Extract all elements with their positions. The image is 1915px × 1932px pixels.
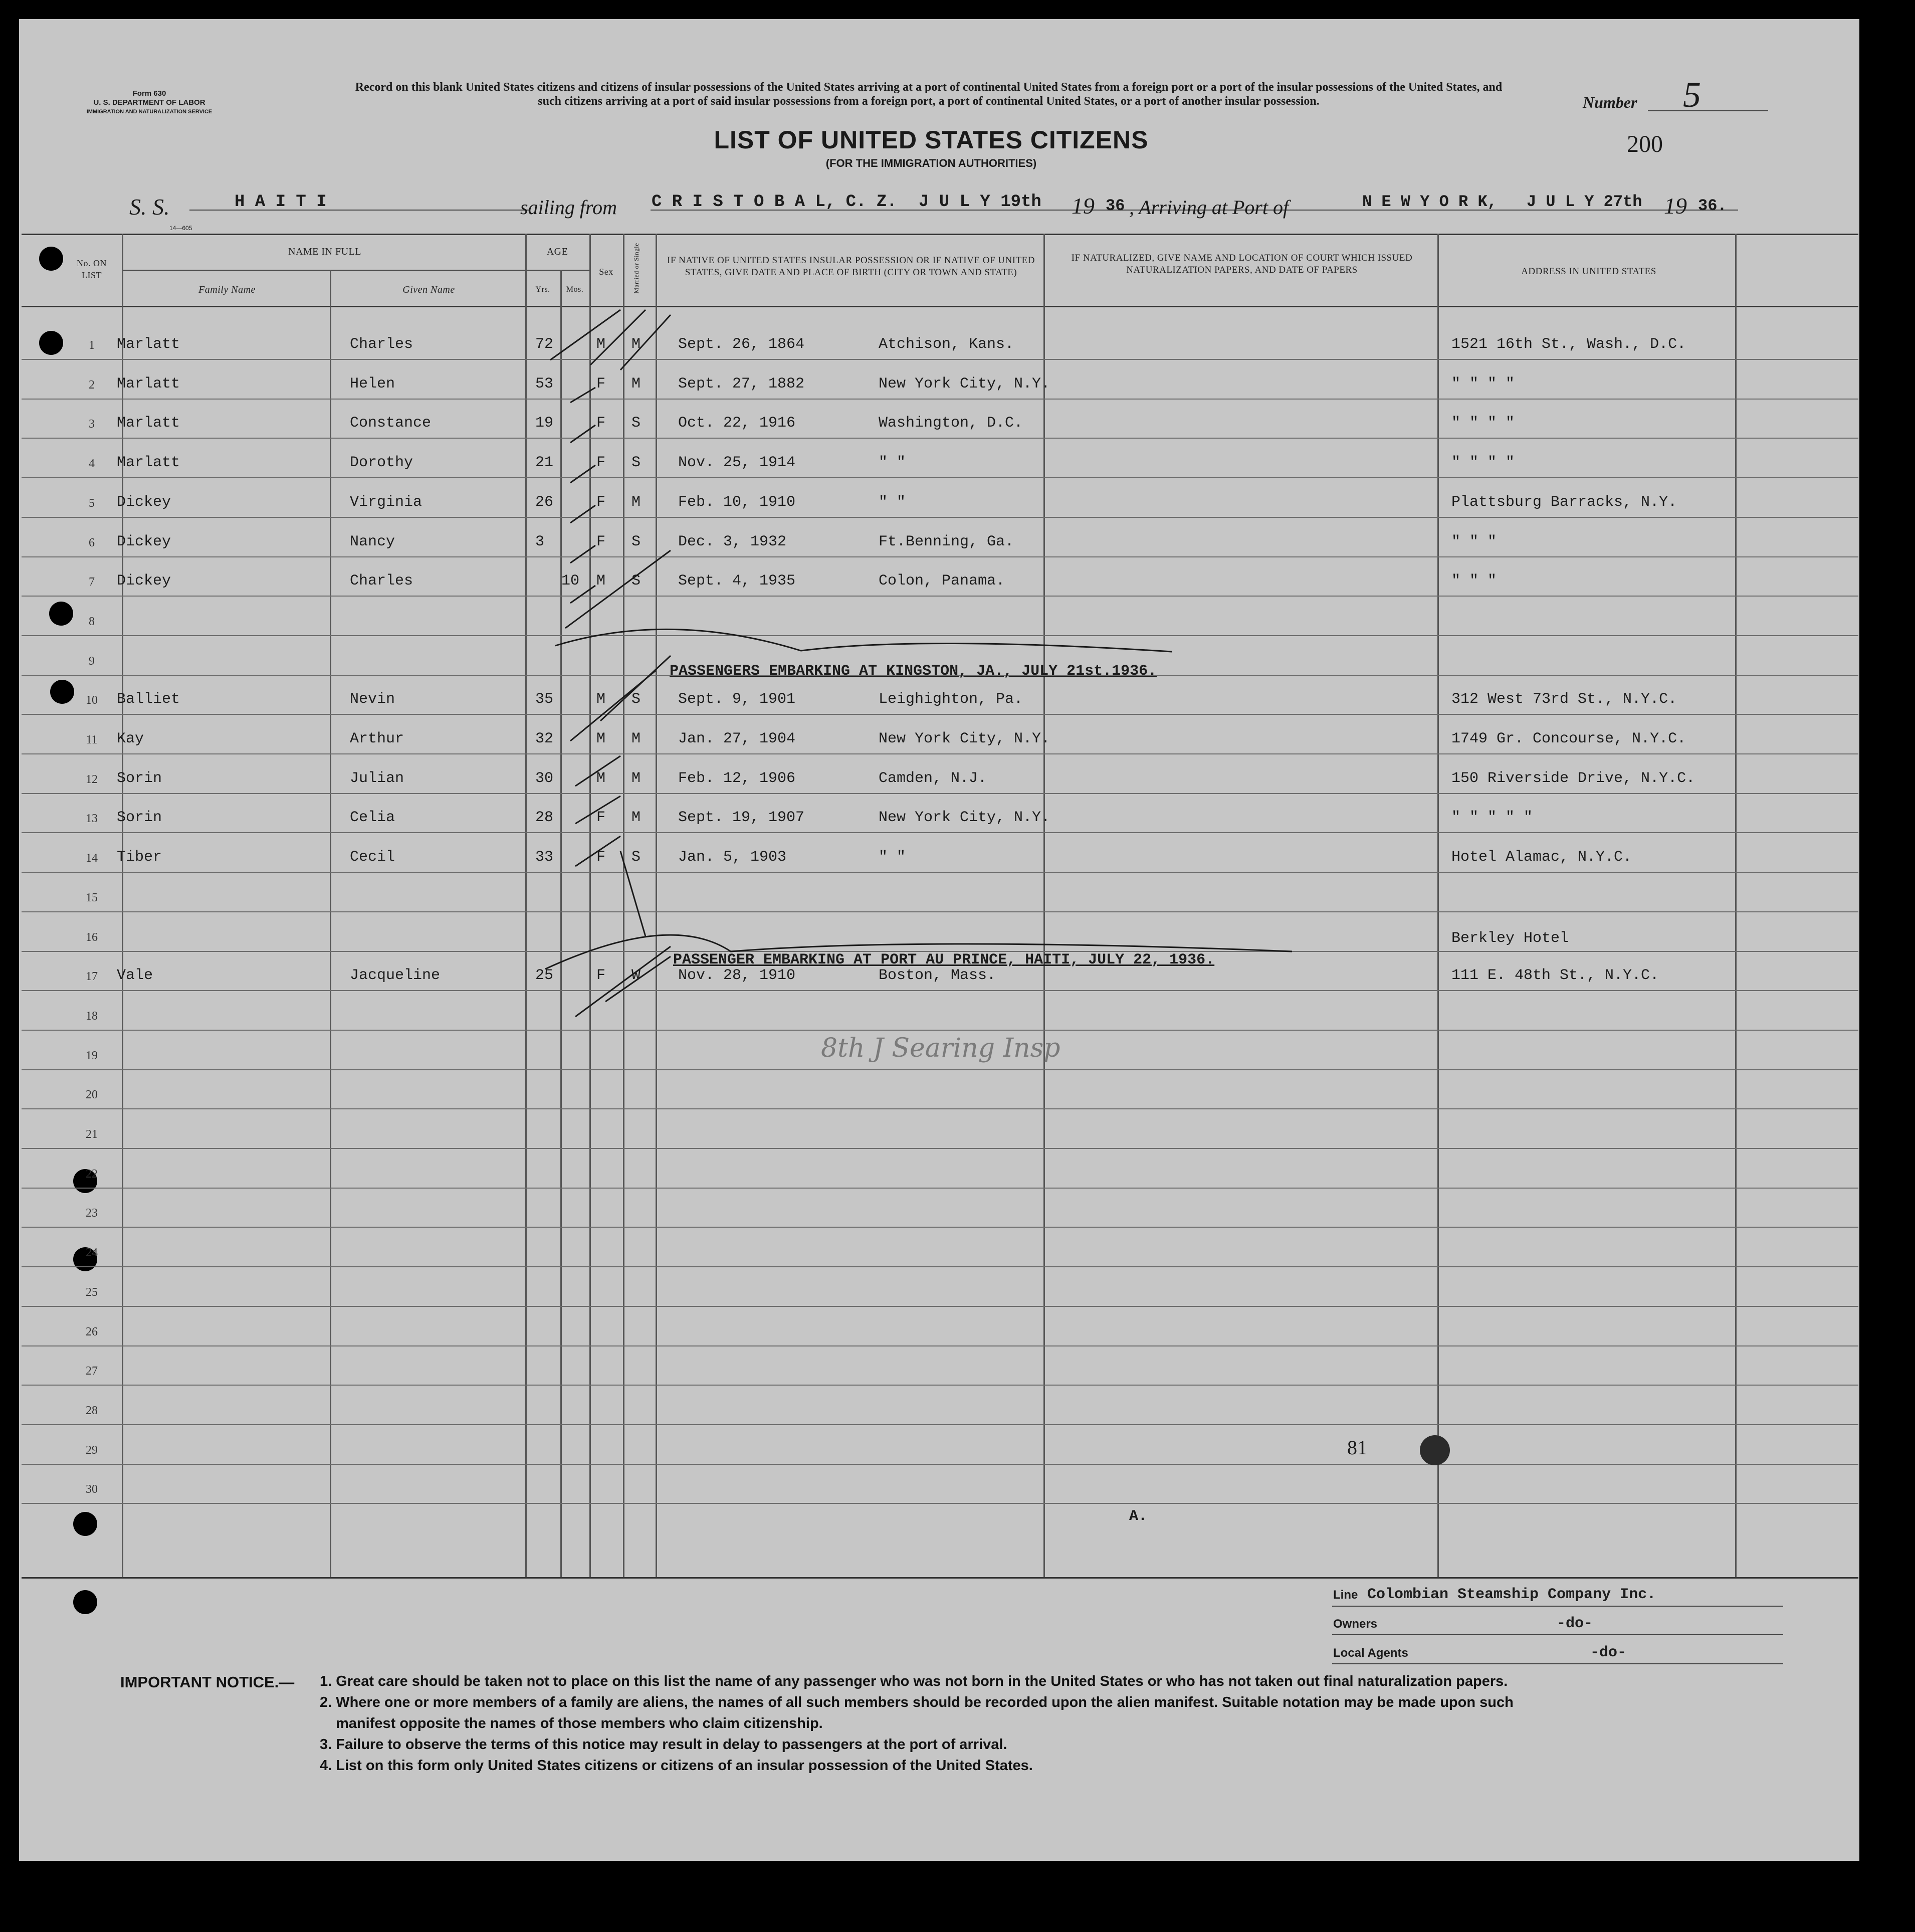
address: " " " " ": [1451, 809, 1533, 827]
owners-value: -do-: [1557, 1615, 1593, 1632]
departure-port: C R I S T O B A L, C. Z.: [652, 192, 897, 212]
row-number: 25: [86, 1285, 98, 1299]
family-name: Kay: [117, 730, 144, 747]
birth-date: Feb. 12, 1906: [678, 769, 796, 787]
age-years: 32: [535, 730, 554, 747]
page-subtitle: (FOR THE IMMIGRATION AUTHORITIES): [825, 157, 1037, 169]
given-name: Charles: [350, 572, 413, 590]
notice-item-1: 1. Great care should be taken not to place on this list the name of any passenger who was not born in the United States or who has not taken out final naturalization papers.: [320, 1673, 1508, 1689]
address: 1521 16th St., Wash., D.C.: [1451, 336, 1686, 353]
notice-item-2-cont: manifest opposite the names of those members who claim citizenship.: [336, 1715, 823, 1731]
birth-place: New York City, N.Y.: [879, 730, 1050, 747]
birth-place: Colon, Panama.: [879, 572, 1005, 590]
row-number: 26: [86, 1325, 98, 1338]
age-years: 25: [535, 967, 554, 985]
given-name: Nevin: [350, 691, 395, 708]
instruction-text: Record on this blank United States citizens and citizens of insular possessions of the United States arriving at a port of continental United States from a foreign port or a port of the insular possessions of the United States, and such citizens arriving at a port of said insular possessions from a foreign port, a port of continental United States, or a port of another insular possession.: [355, 81, 1503, 108]
row-number: 5: [89, 496, 95, 510]
row-number: 13: [86, 812, 98, 826]
row-number: 11: [86, 733, 98, 746]
birth-place: " ": [879, 849, 906, 866]
given-name: Cecil: [350, 849, 395, 866]
age-years: 72: [535, 336, 554, 353]
family-name: Marlatt: [117, 336, 180, 353]
given-name: Jacqueline: [350, 967, 441, 985]
sex: M: [596, 730, 606, 747]
birth-date: Jan. 5, 1903: [678, 849, 787, 866]
address: " " " ": [1451, 454, 1515, 472]
agents-label: Local Agents: [1333, 1646, 1408, 1660]
marital-status: S: [631, 572, 641, 590]
age-years: 3: [535, 533, 545, 550]
row-number: 20: [86, 1088, 98, 1102]
row-number: 18: [86, 1009, 98, 1023]
year-prefix-2: 19: [1664, 193, 1687, 219]
row-number: 10: [86, 694, 98, 707]
birth-place: New York City, N.Y.: [879, 809, 1050, 827]
departure-year: 36: [1106, 197, 1125, 215]
marital-status: W: [631, 967, 641, 985]
number-value: 5: [1683, 75, 1701, 115]
birth-place: Camden, N.J.: [879, 769, 987, 787]
line-value: Colombian Steamship Company Inc.: [1367, 1586, 1656, 1603]
age-years: 19: [535, 415, 554, 432]
section-kingston: PASSENGERS EMBARKING AT KINGSTON, JA., JULY 21st.1936.: [670, 663, 1157, 680]
given-name: Constance: [350, 415, 432, 432]
page-title: LIST OF UNITED STATES CITIZENS: [714, 126, 1149, 154]
ss-label: S. S.: [129, 194, 170, 220]
number-label: Number: [1583, 93, 1637, 111]
marital-status: M: [631, 375, 641, 393]
page-number-mark: 81: [1347, 1436, 1367, 1459]
header-naturalized: IF NATURALIZED, GIVE NAME AND LOCATION OF COURT WHICH ISSUED NATURALIZATION PAPERS, AND DATE OF PAPERS: [1071, 253, 1413, 275]
notice-item-2: 2. Where one or more members of a family are aliens, the names of all such members should be recorded upon the alien manifest. Suitable notation may be made upon such: [320, 1694, 1514, 1710]
family-name: Dickey: [117, 572, 171, 590]
age-years: 53: [535, 375, 554, 393]
sex: F: [596, 849, 606, 866]
sex: F: [596, 967, 606, 985]
age-years: 26: [535, 493, 554, 511]
birth-date: Sept. 9, 1901: [678, 691, 796, 708]
sex: F: [596, 533, 606, 550]
given-name: Celia: [350, 809, 395, 827]
row-number: 22: [86, 1167, 98, 1181]
given-name: Helen: [350, 375, 395, 393]
address: " " ": [1451, 572, 1497, 590]
header-given-name: Given Name: [402, 284, 455, 295]
given-name: Julian: [350, 769, 404, 787]
arrival-year: 36.: [1698, 197, 1727, 215]
small-mark: A.: [1129, 1508, 1148, 1525]
address: 312 West 73rd St., N.Y.C.: [1451, 691, 1677, 708]
age-years: 30: [535, 769, 554, 787]
given-name: Nancy: [350, 533, 395, 550]
birth-place: Washington, D.C.: [879, 415, 1023, 432]
family-name: Tiber: [117, 849, 162, 866]
address: 150 Riverside Drive, N.Y.C.: [1451, 769, 1695, 787]
header-family-name: Family Name: [198, 284, 256, 295]
age-years: 28: [535, 809, 554, 827]
family-name: Dickey: [117, 493, 171, 511]
section-port-au-prince: PASSENGER EMBARKING AT PORT AU PRINCE, HAITI, JULY 22, 1936.: [673, 951, 1215, 969]
address: Berkley Hotel: [1451, 929, 1569, 947]
row-number: 8: [89, 615, 95, 628]
line-underline: [1332, 1606, 1783, 1607]
birth-date: Sept. 27, 1882: [678, 375, 805, 393]
family-name: Vale: [117, 967, 153, 985]
row-number: 3: [89, 418, 95, 431]
birth-date: Nov. 25, 1914: [678, 454, 796, 472]
birth-date: Sept. 19, 1907: [678, 809, 805, 827]
header-birth: IF NATIVE OF UNITED STATES INSULAR POSSESSION OR IF NATIVE OF UNITED STATES, GIVE DATE AND PLACE OF BIRTH (CITY OR TOWN AND STATE): [667, 255, 1035, 278]
address: " " " ": [1451, 375, 1515, 393]
header-name-in-full: NAME IN FULL: [288, 246, 361, 257]
birth-place: Boston, Mass.: [879, 967, 996, 985]
row-number: 17: [86, 970, 98, 984]
family-name: Marlatt: [117, 415, 180, 432]
row-number: 28: [86, 1404, 98, 1417]
family-name: Sorin: [117, 809, 162, 827]
header-mos: Mos.: [566, 285, 584, 294]
line-label: Line: [1333, 1588, 1358, 1602]
address: " " ": [1451, 533, 1497, 550]
age-years: 33: [535, 849, 554, 866]
birth-date: Sept. 4, 1935: [678, 572, 796, 590]
sex: F: [596, 375, 606, 393]
header-no-on-list: No. ON LIST: [77, 258, 107, 280]
row-number: 6: [89, 536, 95, 549]
sailing-label: sailing from: [520, 196, 617, 219]
address: Hotel Alamac, N.Y.C.: [1451, 849, 1632, 866]
marital-status: S: [631, 533, 641, 550]
marital-status: M: [631, 493, 641, 511]
birth-place: " ": [879, 454, 906, 472]
row-number: 4: [89, 457, 95, 471]
row-number: 30: [86, 1483, 98, 1496]
row-number: 19: [86, 1049, 98, 1062]
owners-underline: [1332, 1634, 1783, 1635]
form-number: Form 630: [132, 89, 166, 98]
family-name: Sorin: [117, 769, 162, 787]
age-months: 10: [561, 572, 580, 590]
family-name: Marlatt: [117, 454, 180, 472]
birth-date: Oct. 22, 1916: [678, 415, 796, 432]
given-name: Dorothy: [350, 454, 413, 472]
row-number: 14: [86, 852, 98, 865]
arrival-date: J U L Y 27th: [1527, 192, 1642, 211]
address: " " " ": [1451, 415, 1515, 432]
family-name: Balliet: [117, 691, 180, 708]
year-prefix-1: 19: [1072, 193, 1095, 219]
marital-status: S: [631, 415, 641, 432]
manifest-page: [19, 19, 1859, 1861]
birth-date: Feb. 10, 1910: [678, 493, 796, 511]
family-name: Dickey: [117, 533, 171, 550]
row-number: 15: [86, 891, 98, 904]
header-sex: Sex: [599, 267, 613, 277]
sex: F: [596, 809, 606, 827]
age-years: 21: [535, 454, 554, 472]
row-number: 24: [86, 1246, 98, 1260]
marital-status: S: [631, 691, 641, 708]
page-stamp: 200: [1627, 131, 1663, 157]
notice-title: IMPORTANT NOTICE.—: [120, 1673, 295, 1691]
row-number: 2: [89, 378, 95, 392]
sex: F: [596, 415, 606, 432]
notice-item-4: 4. List on this form only United States citizens or citizens of an insular possession of the United States.: [320, 1758, 1033, 1774]
row-number: 16: [86, 930, 98, 944]
sex: F: [596, 493, 606, 511]
birth-place: " ": [879, 493, 906, 511]
row-number: 23: [86, 1207, 98, 1220]
owners-label: Owners: [1333, 1617, 1378, 1631]
birth-date: Nov. 28, 1910: [678, 967, 796, 985]
marital-status: M: [631, 336, 641, 353]
inspector-signature: 8th J Searing Insp: [821, 1033, 1060, 1063]
row-number: 27: [86, 1365, 98, 1378]
row-number: 21: [86, 1128, 98, 1141]
sex: M: [596, 572, 606, 590]
birth-place: Leighighton, Pa.: [879, 691, 1023, 708]
given-name: Virginia: [350, 493, 422, 511]
departure-date: J U L Y 19th: [919, 192, 1041, 212]
agents-value: -do-: [1590, 1644, 1627, 1661]
row-number: 1: [89, 339, 95, 352]
birth-place: Atchison, Kans.: [879, 336, 1014, 353]
printer-note: 14—605: [169, 225, 192, 232]
age-years: 35: [535, 691, 554, 708]
row-number: 7: [89, 575, 95, 589]
sex: M: [596, 691, 606, 708]
row-number: 9: [89, 654, 95, 668]
birth-date: Jan. 27, 1904: [678, 730, 796, 747]
row-number: 12: [86, 772, 98, 786]
birth-place: Ft.Benning, Ga.: [879, 533, 1014, 550]
header-married-single: Married or Single: [632, 243, 640, 294]
header-address: ADDRESS IN UNITED STATES: [1521, 266, 1656, 277]
arriving-label: , Arriving at Port of: [1129, 196, 1289, 219]
given-name: Arthur: [350, 730, 404, 747]
sex: M: [596, 336, 606, 353]
handwritten-marks: [19, 19, 1859, 1861]
notice-item-3: 3. Failure to observe the terms of this notice may result in delay to passengers at the port of arrival.: [320, 1736, 1007, 1753]
arrival-port: N E W Y O R K,: [1362, 192, 1497, 211]
header-age: AGE: [546, 246, 568, 257]
address: 111 E. 48th St., N.Y.C.: [1451, 967, 1659, 985]
birth-place: New York City, N.Y.: [879, 375, 1050, 393]
marital-status: M: [631, 769, 641, 787]
agents-underline: [1332, 1663, 1783, 1664]
sex: F: [596, 454, 606, 472]
row-number: 29: [86, 1443, 98, 1457]
ship-name: H A I T I: [235, 192, 327, 212]
address: 1749 Gr. Concourse, N.Y.C.: [1451, 730, 1686, 747]
department-name: U. S. DEPARTMENT OF LABOR: [93, 98, 205, 107]
sex: M: [596, 769, 606, 787]
marital-status: S: [631, 849, 641, 866]
marital-status: M: [631, 809, 641, 827]
address: Plattsburg Barracks, N.Y.: [1451, 493, 1677, 511]
birth-date: Sept. 26, 1864: [678, 336, 805, 353]
marital-status: M: [631, 730, 641, 747]
thumbprint-mark: [1420, 1435, 1450, 1465]
given-name: Charles: [350, 336, 413, 353]
header-yrs: Yrs.: [535, 285, 550, 294]
family-name: Marlatt: [117, 375, 180, 393]
birth-date: Dec. 3, 1932: [678, 533, 787, 550]
marital-status: S: [631, 454, 641, 472]
service-name: IMMIGRATION AND NATURALIZATION SERVICE: [86, 109, 212, 115]
